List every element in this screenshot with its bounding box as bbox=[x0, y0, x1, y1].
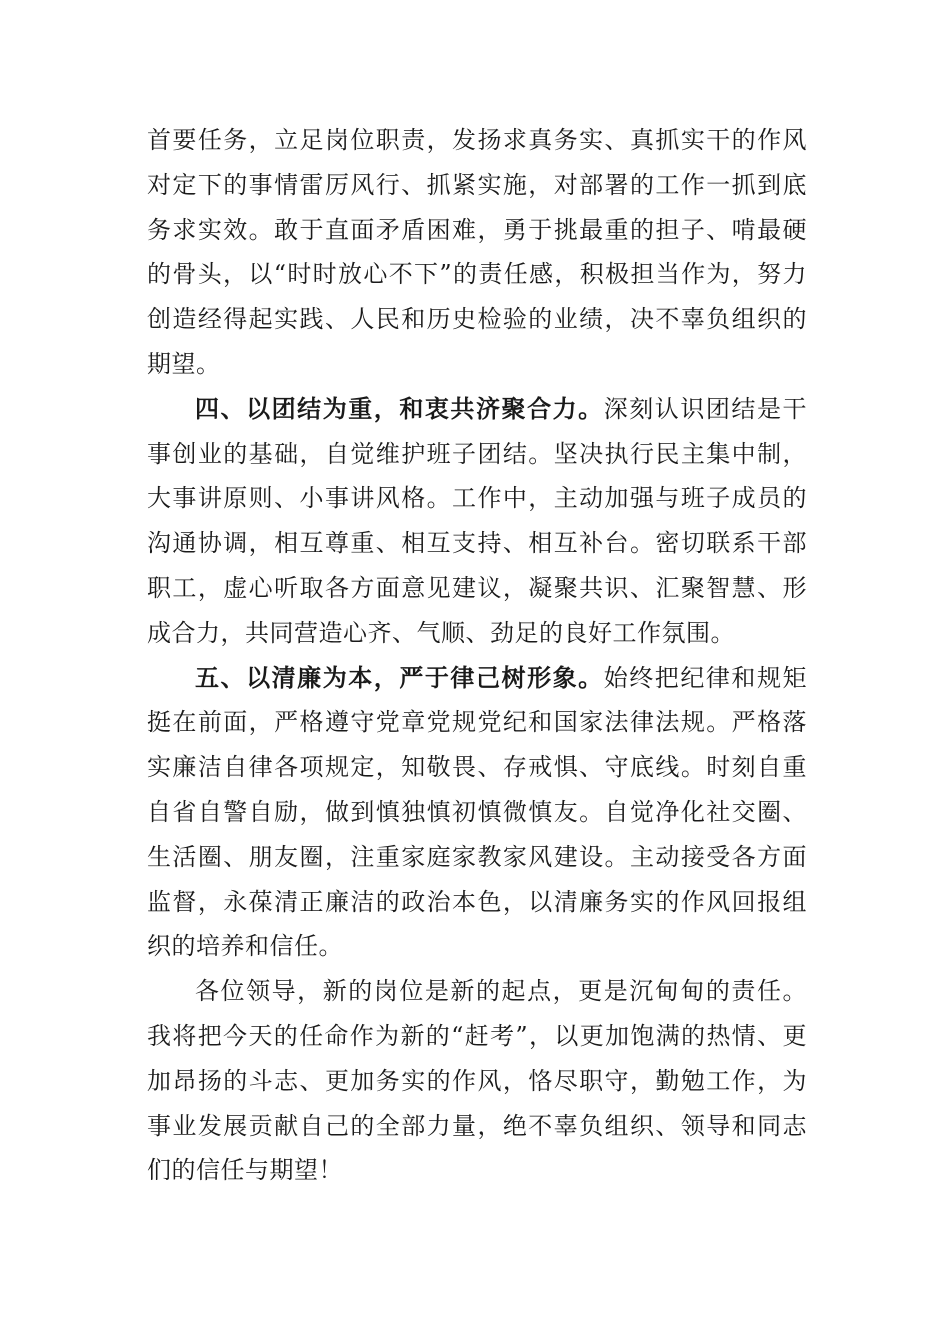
paragraph-body: 各位领导，新的岗位是新的起点，更是沉甸甸的责任。我将把今天的任命作为新的“赶考”，以更加饱满的热情、更加昂扬的斗志、更加务实的作风，恪尽职守，勤勉工作，为事业发展贡献自己的全部力量，绝不辜负组织、领导和同志们的信任与期望！ bbox=[147, 977, 807, 1185]
paragraph-body: 始终把纪律和规矩挺在前面，严格遵守党章党规党纪和国家法律法规。严格落实廉洁自律各项规定，知敬畏、存戒惧、守底线。时刻自重自省自警自励，做到慎独慎初慎微慎友。自觉净化社交圈、生活圈、朋友圈，注重家庭家教家风建设。主动接受各方面监督，永葆清正廉洁的政治本色，以清廉务实的作风回报组织的培养和信任。 bbox=[147, 663, 808, 961]
document-body bbox=[147, 118, 807, 1193]
section-five-heading: 五、以清廉为本，严于律己树形象。 bbox=[195, 663, 604, 692]
paragraph-continued-duties bbox=[147, 118, 807, 387]
paragraph-section-four bbox=[147, 387, 807, 656]
paragraph-closing bbox=[147, 969, 807, 1193]
section-four-heading: 四、以团结为重，和衷共济聚合力。 bbox=[195, 394, 604, 423]
paragraph-body: 深刻认识团结是干事创业的基础，自觉维护班子团结。坚决执行民主集中制，大事讲原则、小事讲风格。工作中，主动加强与班子成员的沟通协调，相互尊重、相互支持、相互补台。密切联系干部职工，虚心听取各方面意见建议，凝聚共识、汇聚智慧、形成合力，共同营造心齐、气顺、劲足的良好工作氛围。 bbox=[147, 394, 808, 647]
paragraph-body: 首要任务，立足岗位职责，发扬求真务实、真抓实干的作风对定下的事情雷厉风行、抓紧实施，对部署的工作一抓到底务求实效。敢于直面矛盾困难，勇于挑最重的担子、啃最硬的骨头，以“时时放心不下”的责任感，积极担当作为，努力创造经得起实践、人民和历史检验的业绩，决不辜负组织的期望。 bbox=[147, 126, 807, 378]
paragraph-section-five bbox=[147, 656, 807, 970]
